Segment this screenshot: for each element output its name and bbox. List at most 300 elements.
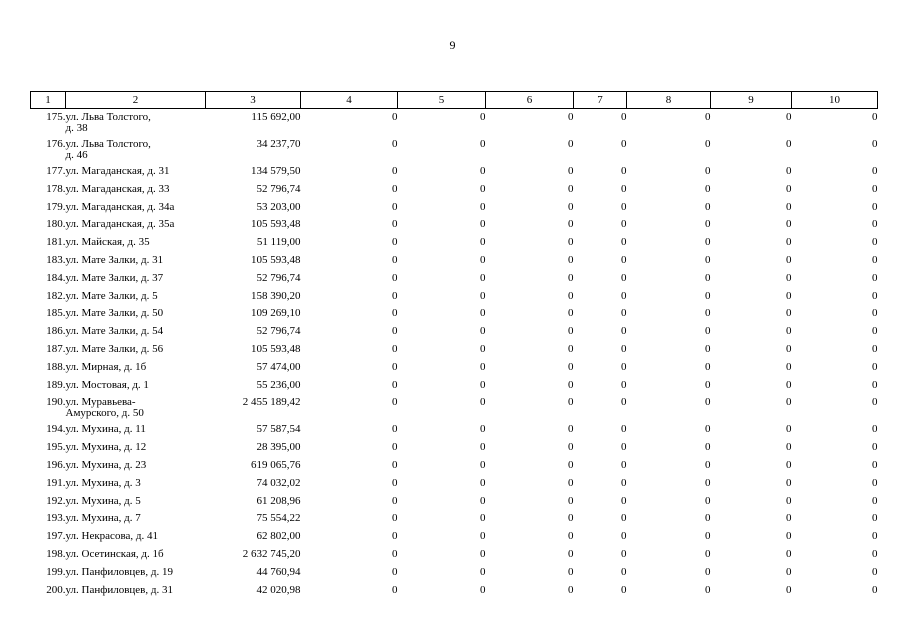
amount-cell: 62 802,00 — [256, 530, 301, 543]
table-row — [31, 585, 878, 603]
address-cell — [66, 139, 206, 166]
amount-cell: 74 032,02 — [256, 476, 301, 489]
value-cell: 0 — [786, 494, 792, 507]
amount-cell: 2 455 189,42 — [242, 396, 301, 409]
value-cell: 0 — [480, 423, 486, 436]
address-line: ул. Мухина, д. 3 — [65, 476, 141, 489]
value-cell: 0 — [786, 441, 792, 454]
value-cell: 0 — [568, 325, 574, 338]
value-cell: 0 — [872, 565, 878, 578]
table-row — [31, 184, 878, 202]
value-cell: 0 — [872, 111, 878, 123]
value-cell: 0 — [568, 182, 574, 195]
amount-cell: 44 760,94 — [256, 565, 301, 578]
address-cell — [66, 255, 206, 273]
value-cell: 0 — [705, 200, 711, 213]
address-cell — [66, 291, 206, 309]
row-number-cell: 181. — [46, 236, 66, 249]
value-cell: 0 — [480, 530, 486, 543]
amount-cell: 34 237,70 — [256, 138, 301, 150]
address-cell — [66, 237, 206, 255]
value-cell: 0 — [480, 565, 486, 578]
value-cell: 0 — [621, 396, 627, 409]
value-cell: 0 — [480, 512, 486, 525]
address-line: ул. Льва Толстого, — [65, 111, 151, 123]
table-row — [31, 460, 878, 478]
value-cell: 0 — [872, 494, 878, 507]
table-row — [31, 273, 878, 291]
row-number-cell: 192. — [46, 494, 66, 507]
value-cell: 0 — [480, 547, 486, 560]
address-cell — [66, 380, 206, 398]
value-cell: 0 — [392, 165, 398, 177]
row-number-cell: 194. — [46, 423, 66, 436]
amount-cell: 57 587,54 — [256, 423, 301, 436]
value-cell: 0 — [392, 530, 398, 543]
value-cell: 0 — [872, 271, 878, 284]
row-number-cell: 175. — [46, 111, 66, 123]
value-cell: 0 — [705, 289, 711, 302]
value-cell: 0 — [621, 325, 627, 338]
value-cell: 0 — [480, 325, 486, 338]
table-row — [31, 237, 878, 255]
address-line: ул. Панфиловцев, д. 31 — [65, 583, 173, 596]
value-cell: 0 — [480, 360, 486, 373]
address-cell — [66, 202, 206, 220]
value-cell: 0 — [872, 138, 878, 150]
value-cell: 0 — [392, 138, 398, 150]
value-cell: 0 — [392, 565, 398, 578]
value-cell: 0 — [568, 565, 574, 578]
address-cell — [66, 478, 206, 496]
value-cell: 0 — [392, 307, 398, 320]
amount-cell: 61 208,96 — [256, 494, 301, 507]
value-cell: 0 — [786, 360, 792, 373]
value-cell: 0 — [786, 253, 792, 266]
amount-cell: 619 065,76 — [251, 458, 301, 471]
address-cell — [66, 166, 206, 184]
address-cell — [66, 585, 206, 603]
value-cell: 0 — [872, 165, 878, 177]
value-cell: 0 — [392, 583, 398, 596]
value-cell: 0 — [480, 182, 486, 195]
value-cell: 0 — [705, 253, 711, 266]
value-cell: 0 — [705, 138, 711, 150]
address-line: ул. Мате Залки, д. 31 — [65, 253, 164, 266]
value-cell: 0 — [392, 378, 398, 391]
value-cell: 0 — [480, 378, 486, 391]
column-header: 6 — [486, 92, 574, 109]
address-line: ул. Майская, д. 35 — [65, 236, 150, 249]
value-cell: 0 — [621, 360, 627, 373]
value-cell: 0 — [568, 530, 574, 543]
value-cell: 0 — [786, 289, 792, 302]
table-row — [31, 424, 878, 442]
amount-cell: 75 554,22 — [256, 512, 301, 525]
value-cell: 0 — [392, 547, 398, 560]
value-cell: 0 — [621, 236, 627, 249]
row-number-cell: 185. — [46, 307, 66, 320]
value-cell: 0 — [392, 396, 398, 409]
amount-cell: 52 796,74 — [256, 271, 301, 284]
value-cell: 0 — [872, 512, 878, 525]
value-cell: 0 — [621, 494, 627, 507]
value-cell: 0 — [705, 512, 711, 525]
value-cell: 0 — [786, 342, 792, 355]
value-cell: 0 — [786, 165, 792, 177]
value-cell: 0 — [621, 423, 627, 436]
value-cell: 0 — [786, 200, 792, 213]
value-cell: 0 — [872, 236, 878, 249]
table-row — [31, 496, 878, 514]
table-row — [31, 326, 878, 344]
value-cell: 0 — [705, 458, 711, 471]
amount-cell: 52 796,74 — [256, 325, 301, 338]
address-cell — [66, 273, 206, 291]
amount-cell: 109 269,10 — [251, 307, 301, 320]
value-cell: 0 — [621, 441, 627, 454]
value-cell: 0 — [705, 396, 711, 409]
value-cell: 0 — [872, 289, 878, 302]
table-row — [31, 478, 878, 496]
value-cell: 0 — [392, 476, 398, 489]
value-cell: 0 — [392, 494, 398, 507]
amount-cell: 57 474,00 — [256, 360, 301, 373]
value-cell: 0 — [392, 325, 398, 338]
column-header: 3 — [206, 92, 301, 109]
value-cell: 0 — [621, 111, 627, 123]
address-cell — [66, 442, 206, 460]
amount-cell: 51 119,00 — [256, 236, 301, 249]
value-cell: 0 — [568, 494, 574, 507]
value-cell: 0 — [872, 218, 878, 231]
amount-cell: 134 579,50 — [251, 165, 301, 177]
value-cell: 0 — [786, 218, 792, 231]
row-number-cell: 178. — [46, 182, 66, 195]
value-cell: 0 — [872, 583, 878, 596]
table-row — [31, 549, 878, 567]
table-row — [31, 513, 878, 531]
column-header: 1 — [31, 92, 66, 109]
value-cell: 0 — [786, 547, 792, 560]
row-number-cell: 182. — [46, 289, 66, 302]
amount-cell: 105 593,48 — [251, 218, 301, 231]
value-cell: 0 — [705, 547, 711, 560]
address-cell — [66, 513, 206, 531]
amount-cell: 158 390,20 — [251, 289, 301, 302]
value-cell: 0 — [786, 307, 792, 320]
value-cell: 0 — [621, 307, 627, 320]
value-cell: 0 — [392, 218, 398, 231]
value-cell: 0 — [621, 565, 627, 578]
value-cell: 0 — [480, 307, 486, 320]
value-cell: 0 — [621, 378, 627, 391]
data-table — [30, 91, 878, 602]
value-cell: 0 — [705, 423, 711, 436]
table-row — [31, 308, 878, 326]
value-cell: 0 — [872, 182, 878, 195]
value-cell: 0 — [786, 530, 792, 543]
table-row — [31, 166, 878, 184]
value-cell: 0 — [872, 547, 878, 560]
address-line: ул. Магаданская, д. 34а — [65, 200, 175, 213]
amount-cell: 105 593,48 — [251, 253, 301, 266]
value-cell: 0 — [568, 111, 574, 123]
value-cell: 0 — [705, 218, 711, 231]
row-number-cell: 176. — [46, 138, 66, 150]
value-cell: 0 — [786, 271, 792, 284]
table-row — [31, 362, 878, 380]
value-cell: 0 — [786, 236, 792, 249]
value-cell: 0 — [480, 236, 486, 249]
value-cell: 0 — [392, 253, 398, 266]
address-line: д. 38 — [65, 122, 88, 134]
value-cell: 0 — [786, 182, 792, 195]
row-number-cell: 195. — [46, 441, 66, 454]
value-cell: 0 — [568, 583, 574, 596]
row-number-cell: 189. — [46, 378, 66, 391]
value-cell: 0 — [786, 111, 792, 123]
value-cell: 0 — [568, 458, 574, 471]
address-cell — [66, 397, 206, 424]
table-row — [31, 202, 878, 220]
value-cell: 0 — [621, 458, 627, 471]
value-cell: 0 — [872, 378, 878, 391]
amount-cell: 115 692,00 — [251, 111, 301, 123]
value-cell: 0 — [568, 396, 574, 409]
value-cell: 0 — [568, 200, 574, 213]
value-cell: 0 — [480, 165, 486, 177]
address-line: ул. Осетинская, д. 1б — [65, 547, 164, 560]
value-cell: 0 — [621, 289, 627, 302]
value-cell: 0 — [392, 342, 398, 355]
table-row — [31, 219, 878, 237]
address-line: ул. Магаданская, д. 33 — [65, 182, 170, 195]
value-cell: 0 — [872, 423, 878, 436]
address-cell — [66, 326, 206, 344]
value-cell: 0 — [705, 583, 711, 596]
row-number-cell: 180. — [46, 218, 66, 231]
address-cell — [66, 549, 206, 567]
address-line: ул. Мате Залки, д. 37 — [65, 271, 164, 284]
value-cell: 0 — [786, 423, 792, 436]
value-cell: 0 — [568, 476, 574, 489]
value-cell: 0 — [705, 494, 711, 507]
row-number-cell: 186. — [46, 325, 66, 338]
value-cell: 0 — [568, 236, 574, 249]
row-number-cell: 198. — [46, 547, 66, 560]
value-cell: 0 — [480, 342, 486, 355]
value-cell: 0 — [705, 476, 711, 489]
value-cell: 0 — [621, 165, 627, 177]
value-cell: 0 — [568, 342, 574, 355]
value-cell: 0 — [568, 441, 574, 454]
table-row — [31, 139, 878, 166]
value-cell: 0 — [786, 512, 792, 525]
amount-cell: 28 395,00 — [256, 441, 301, 454]
value-cell: 0 — [480, 289, 486, 302]
column-header: 4 — [301, 92, 398, 109]
value-cell: 0 — [705, 378, 711, 391]
table-row — [31, 255, 878, 273]
address-line: Амурского, д. 50 — [65, 407, 144, 420]
value-cell: 0 — [621, 342, 627, 355]
table-row — [31, 442, 878, 460]
address-cell — [66, 460, 206, 478]
value-cell: 0 — [705, 565, 711, 578]
value-cell: 0 — [621, 271, 627, 284]
row-number-cell: 187. — [46, 342, 66, 355]
value-cell: 0 — [568, 360, 574, 373]
address-cell — [66, 109, 206, 140]
value-cell: 0 — [621, 530, 627, 543]
value-cell: 0 — [786, 325, 792, 338]
address-line: ул. Мате Залки, д. 54 — [65, 325, 164, 338]
table-row — [31, 109, 878, 140]
value-cell: 0 — [568, 378, 574, 391]
value-cell: 0 — [392, 200, 398, 213]
address-cell — [66, 424, 206, 442]
row-number-cell: 196. — [46, 458, 66, 471]
row-number-cell: 179. — [46, 200, 66, 213]
row-number-cell: 190. — [46, 396, 66, 409]
value-cell: 0 — [786, 565, 792, 578]
value-cell: 0 — [705, 165, 711, 177]
value-cell: 0 — [568, 547, 574, 560]
value-cell: 0 — [480, 138, 486, 150]
value-cell: 0 — [872, 325, 878, 338]
address-line: ул. Мате Залки, д. 50 — [65, 307, 164, 320]
value-cell: 0 — [392, 289, 398, 302]
address-cell — [66, 344, 206, 362]
row-number-cell: 191. — [46, 476, 66, 489]
value-cell: 0 — [621, 182, 627, 195]
value-cell: 0 — [705, 342, 711, 355]
value-cell: 0 — [705, 236, 711, 249]
value-cell: 0 — [392, 236, 398, 249]
value-cell: 0 — [568, 165, 574, 177]
value-cell: 0 — [872, 530, 878, 543]
value-cell: 0 — [480, 476, 486, 489]
page-number: 9 — [449, 38, 456, 52]
column-header: 8 — [627, 92, 711, 109]
value-cell: 0 — [621, 512, 627, 525]
value-cell: 0 — [392, 182, 398, 195]
table-row — [31, 397, 878, 424]
value-cell: 0 — [621, 583, 627, 596]
row-number-cell: 200. — [46, 583, 66, 596]
address-line: ул. Мирная, д. 1б — [65, 360, 147, 373]
table-body — [31, 109, 878, 603]
amount-cell: 2 632 745,20 — [242, 547, 301, 560]
value-cell: 0 — [480, 218, 486, 231]
value-cell: 0 — [872, 307, 878, 320]
value-cell: 0 — [705, 271, 711, 284]
value-cell: 0 — [621, 138, 627, 150]
value-cell: 0 — [480, 583, 486, 596]
address-line: ул. Мухина, д. 23 — [65, 458, 147, 471]
value-cell: 0 — [621, 200, 627, 213]
column-header: 2 — [66, 92, 206, 109]
value-cell: 0 — [621, 218, 627, 231]
value-cell: 0 — [568, 512, 574, 525]
address-line: ул. Магаданская, д. 31 — [65, 165, 170, 177]
value-cell: 0 — [392, 512, 398, 525]
amount-cell: 53 203,00 — [256, 200, 301, 213]
column-header: 7 — [574, 92, 627, 109]
value-cell: 0 — [872, 253, 878, 266]
value-cell: 0 — [705, 360, 711, 373]
value-cell: 0 — [786, 138, 792, 150]
address-line: ул. Мостовая, д. 1 — [65, 378, 149, 391]
amount-cell: 52 796,74 — [256, 182, 301, 195]
value-cell: 0 — [705, 182, 711, 195]
value-cell: 0 — [705, 441, 711, 454]
amount-cell: 55 236,00 — [256, 378, 301, 391]
value-cell: 0 — [480, 253, 486, 266]
address-line: ул. Мухина, д. 11 — [65, 423, 146, 436]
column-header: 5 — [398, 92, 486, 109]
address-line: ул. Мухина, д. 12 — [65, 441, 147, 454]
table-header-row — [31, 92, 878, 109]
value-cell: 0 — [786, 583, 792, 596]
address-line: ул. Панфиловцев, д. 19 — [65, 565, 173, 578]
value-cell: 0 — [480, 458, 486, 471]
address-cell — [66, 219, 206, 237]
value-cell: 0 — [872, 396, 878, 409]
value-cell: 0 — [568, 423, 574, 436]
table-row — [31, 380, 878, 398]
address-cell — [66, 184, 206, 202]
value-cell: 0 — [872, 360, 878, 373]
value-cell: 0 — [872, 441, 878, 454]
amount-cell: 105 593,48 — [251, 342, 301, 355]
row-number-cell: 197. — [46, 530, 66, 543]
address-line: ул. Льва Толстого, — [65, 138, 151, 150]
row-number-cell: 183. — [46, 253, 66, 266]
table-row — [31, 567, 878, 585]
value-cell: 0 — [480, 271, 486, 284]
value-cell: 0 — [786, 458, 792, 471]
row-number-cell: 177. — [46, 165, 66, 177]
value-cell: 0 — [392, 111, 398, 123]
value-cell: 0 — [621, 547, 627, 560]
value-cell: 0 — [480, 111, 486, 123]
value-cell: 0 — [786, 378, 792, 391]
value-cell: 0 — [705, 307, 711, 320]
value-cell: 0 — [480, 494, 486, 507]
row-number-cell: 188. — [46, 360, 66, 373]
address-line: д. 46 — [65, 149, 88, 161]
row-number-cell: 193. — [46, 512, 66, 525]
table-row — [31, 291, 878, 309]
value-cell: 0 — [705, 530, 711, 543]
value-cell: 0 — [392, 423, 398, 436]
value-cell: 0 — [872, 476, 878, 489]
value-cell: 0 — [568, 271, 574, 284]
amount-cell: 42 020,98 — [256, 583, 301, 596]
value-cell: 0 — [621, 476, 627, 489]
address-line: ул. Муравьева- — [65, 396, 136, 409]
address-line: ул. Некрасова, д. 41 — [65, 530, 158, 543]
value-cell: 0 — [872, 342, 878, 355]
address-cell — [66, 496, 206, 514]
address-line: ул. Мухина, д. 7 — [65, 512, 141, 525]
address-cell — [66, 362, 206, 380]
value-cell: 0 — [568, 138, 574, 150]
value-cell: 0 — [480, 441, 486, 454]
address-cell — [66, 567, 206, 585]
